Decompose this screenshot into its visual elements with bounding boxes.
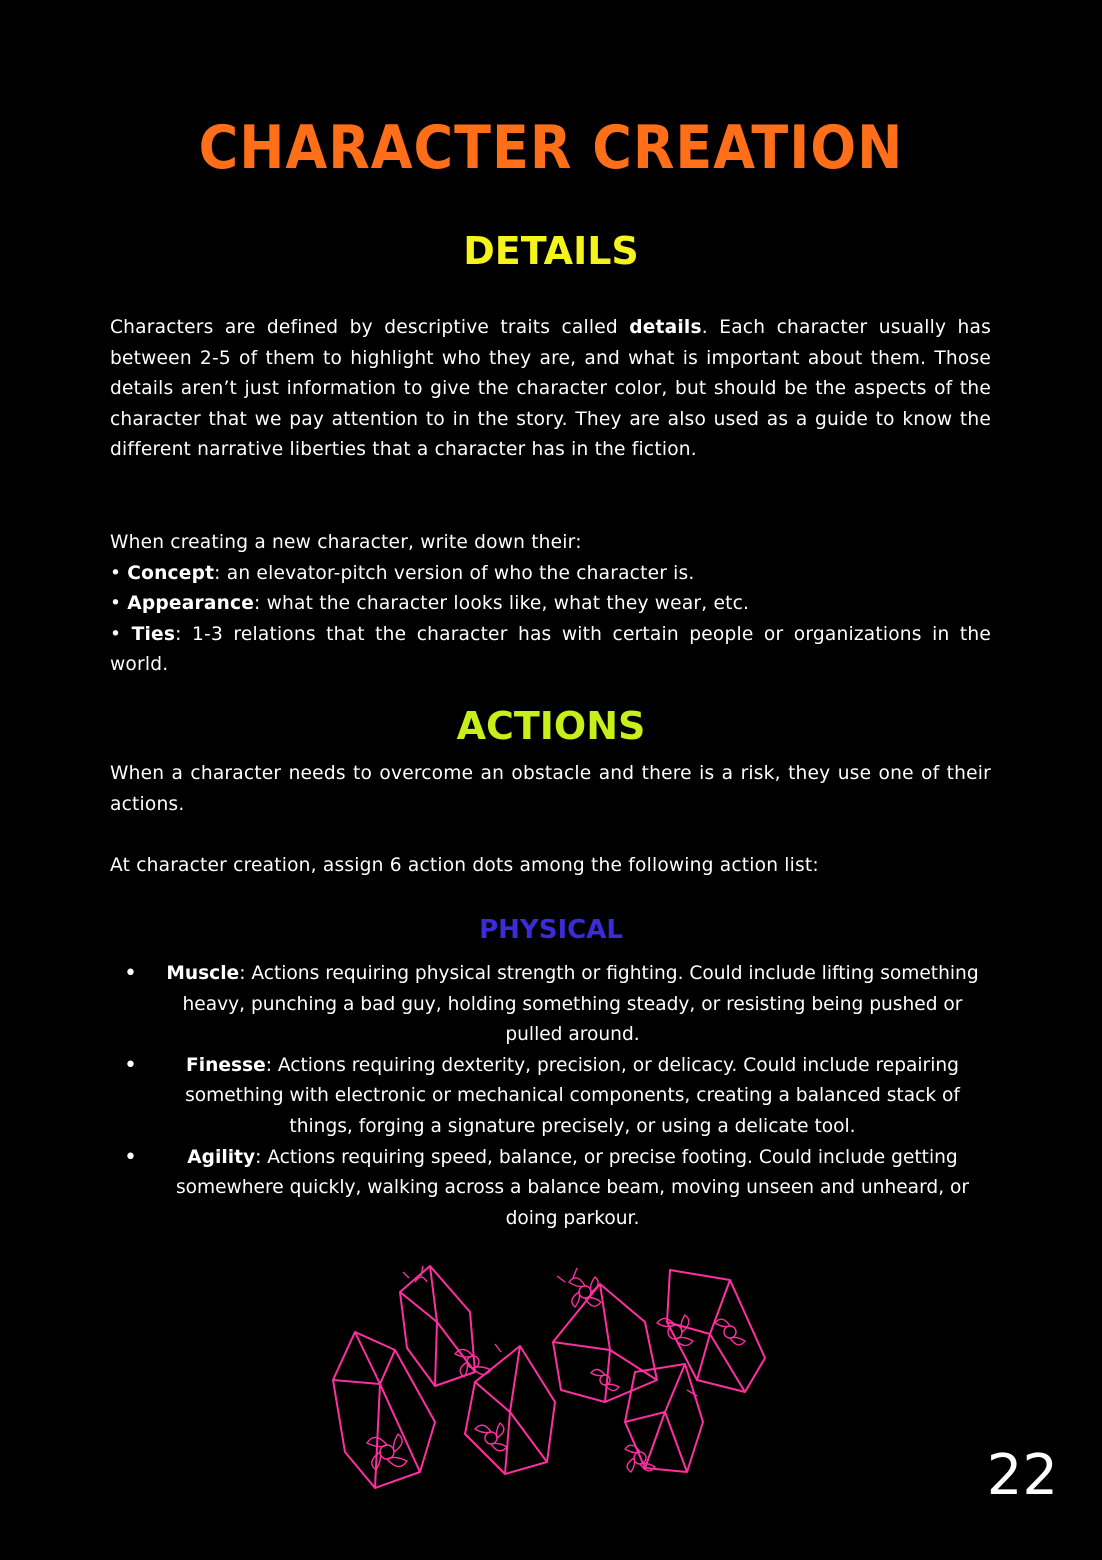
physical-action-list — [110, 959, 991, 1234]
bullet-icon: • — [124, 1052, 137, 1078]
bullet-icon: • — [124, 1144, 137, 1170]
details-list-intro: When creating a new character, write down their: — [110, 532, 582, 553]
details-term: details — [629, 317, 702, 338]
details-list — [110, 528, 991, 681]
page-number: 22 — [986, 1443, 1058, 1508]
list-item-concept: • Concept: an elevator-pitch version of who the character is. — [110, 562, 695, 584]
bullet-icon: • — [124, 961, 137, 986]
list-item-ties: • Ties: 1-3 relations that the character has with certain people or organizations in the world. — [110, 623, 991, 676]
physical-heading: PHYSICAL — [479, 915, 623, 945]
actions-heading: ACTIONS — [456, 704, 646, 748]
list-item-appearance: • Appearance: what the character looks like, what they wear, etc. — [110, 593, 750, 615]
details-paragraph: Characters are defined by descriptive traits called details. Each character usually has between 2-5 of them to highlight who they are, and what is important about them. Those details aren’t just information to give the character color, but should be the aspects of the character that we pay attention to in the story. They are also used as a guide to know the different narrative liberties that a character has in the fiction. — [110, 317, 991, 461]
action-item-muscle: • Muscle: Actions requiring physical strength or fighting. Could include lifting something heavy, punching a bad guy, holding something steady, or resisting being pushed or pulled around. — [124, 961, 979, 1046]
actions-assign-paragraph: At character creation, assign 6 action dots among the following action list: — [110, 855, 819, 876]
actions-paragraph: When a character needs to overcome an obstacle and there is a risk, they use one of their actions. — [110, 763, 991, 815]
action-item-finesse: • Finesse: Actions requiring dexterity, precision, or delicacy. Could include repairing something with electronic or mechanical components, creating a balanced stack of things, forging a signature precisely, or using a delicate tool. — [124, 1052, 960, 1137]
details-heading: DETAILS — [463, 229, 639, 273]
crystals-and-flowers-icon — [325, 1262, 780, 1492]
action-item-agility: • Agility: Actions requiring speed, balance, or precise footing. Could include getting somewhere quickly, walking across a balance beam, moving unseen and unheard, or doing parkour. — [124, 1144, 970, 1229]
page-title: CHARACTER CREATION — [198, 113, 904, 183]
